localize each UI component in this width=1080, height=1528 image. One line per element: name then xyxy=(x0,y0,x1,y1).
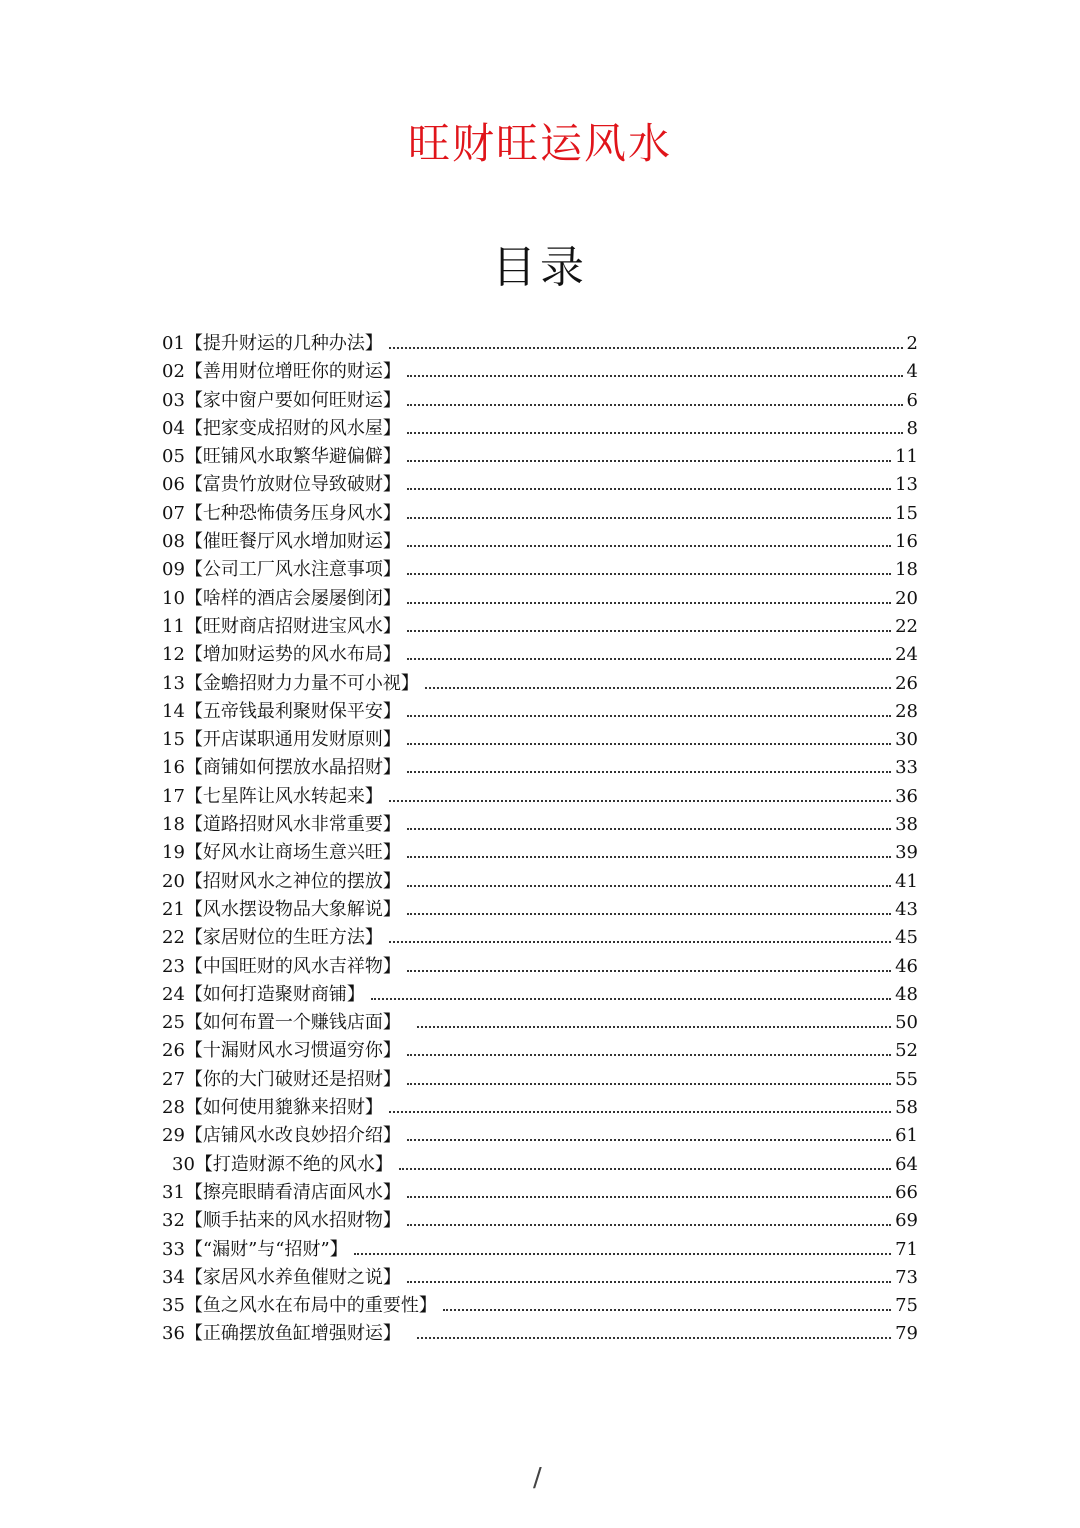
toc-entry-page-number: 45 xyxy=(895,927,918,949)
toc-entry-number: 08 xyxy=(162,531,185,553)
toc-entry-page-number: 58 xyxy=(895,1097,918,1119)
toc-entry-page-number: 41 xyxy=(895,870,918,892)
toc-entry-number: 14 xyxy=(162,700,185,722)
toc-entry-title: 【催旺餐厅风水增加财运】 xyxy=(184,531,401,553)
toc-dot-leader xyxy=(389,800,891,802)
toc-entry-page-number: 18 xyxy=(895,559,918,581)
table-of-contents xyxy=(162,330,918,1349)
toc-entry xyxy=(162,1236,918,1264)
toc-entry-number: 16 xyxy=(162,757,185,779)
toc-entry-number: 13 xyxy=(162,672,185,694)
toc-entry-number: 11 xyxy=(162,615,185,637)
toc-entry xyxy=(162,1094,918,1122)
toc-entry xyxy=(162,698,918,726)
toc-entry-page-number: 64 xyxy=(895,1153,918,1175)
toc-dot-leader xyxy=(407,658,891,660)
toc-entry-page-number: 71 xyxy=(895,1238,918,1260)
toc-entry-page-number: 50 xyxy=(895,1012,918,1034)
toc-entry-number: 36 xyxy=(162,1323,185,1345)
toc-dot-leader xyxy=(407,885,891,887)
toc-entry-number: 35 xyxy=(162,1295,185,1317)
toc-entry-number: 17 xyxy=(162,785,185,807)
toc-entry xyxy=(162,1066,918,1094)
toc-entry-number: 20 xyxy=(162,870,185,892)
toc-entry-title: 【旺财商店招财进宝风水】 xyxy=(184,615,401,637)
page-footer-mark: / xyxy=(533,1463,542,1493)
toc-entry-page-number: 52 xyxy=(895,1040,918,1062)
toc-entry-title: 【你的大门破财还是招财】 xyxy=(184,1068,401,1090)
toc-dot-leader xyxy=(425,687,891,689)
toc-entry-title: 【家中窗户要如何旺财运】 xyxy=(184,389,401,411)
toc-entry-title: 【好风水让商场生意兴旺】 xyxy=(184,842,401,864)
toc-entry xyxy=(162,1179,918,1207)
toc-entry xyxy=(162,670,918,698)
toc-entry-page-number: 20 xyxy=(895,587,918,609)
toc-entry xyxy=(162,1292,918,1320)
toc-dot-leader xyxy=(407,517,891,519)
toc-entry-title: 【商铺如何摆放水晶招财】 xyxy=(184,757,401,779)
toc-entry xyxy=(162,585,918,613)
toc-entry-page-number: 33 xyxy=(895,757,918,779)
toc-entry xyxy=(162,500,918,528)
toc-entry-title: 【中国旺财的风水吉祥物】 xyxy=(184,955,401,977)
toc-entry-page-number: 73 xyxy=(895,1266,918,1288)
toc-entry-title: 【擦亮眼睛看清店面风水】 xyxy=(184,1181,401,1203)
toc-dot-leader xyxy=(389,347,903,349)
toc-entry-title: 【家居风水养鱼催财之说】 xyxy=(184,1266,401,1288)
toc-entry-page-number: 38 xyxy=(895,814,918,836)
toc-entry-page-number: 6 xyxy=(906,389,918,411)
toc-entry-page-number: 16 xyxy=(895,531,918,553)
toc-entry-number: 04 xyxy=(162,417,185,439)
toc-entry-number: 26 xyxy=(162,1040,185,1062)
toc-entry-page-number: 24 xyxy=(895,644,918,666)
toc-entry-page-number: 36 xyxy=(895,785,918,807)
toc-entry xyxy=(162,471,918,499)
toc-entry-title: 【店铺风水改良妙招介绍】 xyxy=(184,1125,401,1147)
toc-entry xyxy=(162,528,918,556)
toc-entry xyxy=(162,726,918,754)
toc-entry-page-number: 66 xyxy=(895,1181,918,1203)
toc-entry-title: 【如何使用貔貅来招财】 xyxy=(184,1097,383,1119)
toc-entry-title: 【提升财运的几种办法】 xyxy=(184,333,383,354)
toc-dot-leader xyxy=(407,970,891,972)
toc-dot-leader xyxy=(407,913,891,915)
toc-entry-number: 22 xyxy=(162,927,185,949)
toc-dot-leader xyxy=(407,856,891,858)
toc-entry-page-number: 61 xyxy=(895,1125,918,1147)
toc-entry xyxy=(162,924,918,952)
toc-entry-number: 12 xyxy=(162,644,185,666)
toc-entry xyxy=(162,330,918,358)
toc-entry-number: 31 xyxy=(162,1181,185,1203)
toc-entry xyxy=(162,953,918,981)
toc-dot-leader xyxy=(407,771,891,773)
toc-dot-leader xyxy=(407,488,891,490)
toc-entry-title: 【十漏财风水习惯逼穷你】 xyxy=(184,1040,401,1062)
toc-entry xyxy=(162,443,918,471)
toc-entry-number: 27 xyxy=(162,1068,185,1090)
toc-entry xyxy=(162,754,918,782)
toc-entry xyxy=(162,387,918,415)
toc-entry-title: 【顺手拈来的风水招财物】 xyxy=(184,1210,401,1232)
toc-entry-title: 【公司工厂风水注意事项】 xyxy=(184,559,401,581)
toc-entry-number: 19 xyxy=(162,842,185,864)
toc-entry-title: 【把家变成招财的风水屋】 xyxy=(184,417,401,439)
toc-entry-number: 09 xyxy=(162,559,185,581)
toc-entry-page-number: 8 xyxy=(906,417,918,439)
toc-entry-number: 32 xyxy=(162,1210,185,1232)
toc-entry xyxy=(162,1151,918,1179)
toc-entry-title: 【五帝钱最利聚财保平安】 xyxy=(184,700,401,722)
toc-entry xyxy=(162,981,918,1009)
toc-entry xyxy=(162,1037,918,1065)
toc-dot-leader xyxy=(443,1309,891,1311)
toc-entry-number: 28 xyxy=(162,1097,185,1119)
toc-entry-number: 34 xyxy=(162,1266,185,1288)
toc-dot-leader xyxy=(407,375,903,377)
toc-entry-number: 06 xyxy=(162,474,185,496)
document-title: 旺财旺运风水 xyxy=(407,119,672,168)
toc-entry-page-number: 4 xyxy=(906,361,918,383)
toc-entry-title: 【增加财运势的风水布局】 xyxy=(184,644,401,666)
toc-dot-leader xyxy=(371,998,891,1000)
toc-dot-leader xyxy=(407,460,891,462)
toc-dot-leader xyxy=(407,404,903,406)
toc-dot-leader xyxy=(417,1026,891,1028)
toc-entry-title: 【善用财位增旺你的财运】 xyxy=(184,361,401,383)
toc-entry xyxy=(162,783,918,811)
toc-dot-leader xyxy=(407,573,891,575)
toc-dot-leader xyxy=(407,1054,891,1056)
toc-dot-leader xyxy=(407,602,891,604)
toc-entry-number: 25 xyxy=(162,1012,185,1034)
toc-entry-title: 【富贵竹放财位导致破财】 xyxy=(184,474,401,496)
toc-entry-page-number: 22 xyxy=(895,615,918,637)
toc-entry xyxy=(162,811,918,839)
toc-entry xyxy=(162,415,918,443)
toc-entry-page-number: 55 xyxy=(895,1068,918,1090)
toc-entry xyxy=(162,896,918,924)
toc-entry-title: 【风水摆设物品大象解说】 xyxy=(184,898,401,920)
toc-dot-leader xyxy=(407,828,891,830)
toc-dot-leader xyxy=(407,1224,891,1226)
toc-entry-title: 【七种恐怖债务压身风水】 xyxy=(184,502,401,524)
toc-entry-title: 【啥样的酒店会屡屡倒闭】 xyxy=(184,587,401,609)
toc-entry xyxy=(162,839,918,867)
toc-entry-page-number: 75 xyxy=(895,1295,918,1317)
toc-entry-number: 02 xyxy=(162,361,185,383)
toc-entry-number: 24 xyxy=(162,983,185,1005)
toc-entry-number: 07 xyxy=(162,502,185,524)
toc-entry-title: 【如何打造聚财商铺】 xyxy=(184,983,365,1005)
toc-entry-number: 30 xyxy=(172,1153,195,1175)
toc-dot-leader xyxy=(407,1139,891,1141)
toc-entry-title: 【招财风水之神位的摆放】 xyxy=(184,870,401,892)
toc-entry-page-number: 11 xyxy=(895,446,918,468)
toc-entry-number: 01 xyxy=(162,333,185,354)
toc-entry xyxy=(162,641,918,669)
toc-dot-leader xyxy=(407,743,891,745)
toc-dot-leader xyxy=(407,1281,891,1283)
toc-entry-title: 【家居财位的生旺方法】 xyxy=(184,927,383,949)
toc-entry-page-number: 28 xyxy=(895,700,918,722)
toc-entry-page-number: 43 xyxy=(895,898,918,920)
toc-dot-leader xyxy=(389,941,891,943)
toc-entry-number: 15 xyxy=(162,729,185,751)
toc-entry-number: 05 xyxy=(162,446,185,468)
toc-entry-title: 【道路招财风水非常重要】 xyxy=(184,814,401,836)
toc-entry-number: 33 xyxy=(162,1238,185,1260)
toc-entry xyxy=(162,613,918,641)
toc-entry-page-number: 15 xyxy=(895,502,918,524)
toc-dot-leader xyxy=(417,1337,891,1339)
toc-dot-leader xyxy=(407,715,891,717)
toc-entry xyxy=(162,1009,918,1037)
toc-entry-number: 29 xyxy=(162,1125,185,1147)
toc-dot-leader xyxy=(399,1168,891,1170)
toc-dot-leader xyxy=(407,1196,891,1198)
toc-entry-page-number: 48 xyxy=(895,983,918,1005)
toc-dot-leader xyxy=(407,630,891,632)
toc-entry-title: 【七星阵让风水转起来】 xyxy=(184,785,383,807)
toc-entry xyxy=(162,1320,918,1348)
toc-entry-page-number: 30 xyxy=(895,729,918,751)
toc-entry xyxy=(162,868,918,896)
table-of-contents-heading: 目录 xyxy=(492,242,588,293)
toc-dot-leader xyxy=(354,1253,891,1255)
toc-entry-title: 【鱼之风水在布局中的重要性】 xyxy=(184,1295,437,1317)
toc-entry-title: 【正确摆放鱼缸增强财运】 xyxy=(184,1323,401,1345)
toc-entry xyxy=(162,556,918,584)
toc-entry-number: 23 xyxy=(162,955,185,977)
toc-entry xyxy=(162,1122,918,1150)
toc-entry-page-number: 13 xyxy=(895,474,918,496)
toc-entry-number: 03 xyxy=(162,389,185,411)
toc-entry-number: 18 xyxy=(162,814,185,836)
toc-entry-title: 【旺铺风水取繁华避偏僻】 xyxy=(184,446,401,468)
toc-dot-leader xyxy=(407,1083,891,1085)
toc-entry xyxy=(162,358,918,386)
toc-entry-title: 【如何布置一个赚钱店面】 xyxy=(184,1012,401,1034)
toc-dot-leader xyxy=(407,432,903,434)
toc-entry-title: 【打造财源不绝的风水】 xyxy=(194,1153,393,1175)
toc-entry-number: 21 xyxy=(162,898,185,920)
toc-entry-page-number: 39 xyxy=(895,842,918,864)
toc-entry-page-number: 2 xyxy=(906,333,918,354)
toc-entry xyxy=(162,1264,918,1292)
toc-entry-page-number: 69 xyxy=(895,1210,918,1232)
toc-entry-title: 【开店谋职通用发财原则】 xyxy=(184,729,401,751)
toc-entry-title: 【金蟾招财力力量不可小视】 xyxy=(184,672,419,694)
toc-entry-number: 10 xyxy=(162,587,185,609)
toc-dot-leader xyxy=(407,545,891,547)
toc-entry-page-number: 79 xyxy=(895,1323,918,1345)
toc-entry-page-number: 46 xyxy=(895,955,918,977)
toc-entry xyxy=(162,1207,918,1235)
toc-entry-title: 【“漏财”与“招财”】 xyxy=(184,1238,348,1260)
toc-entry-page-number: 26 xyxy=(895,672,918,694)
toc-dot-leader xyxy=(389,1111,891,1113)
